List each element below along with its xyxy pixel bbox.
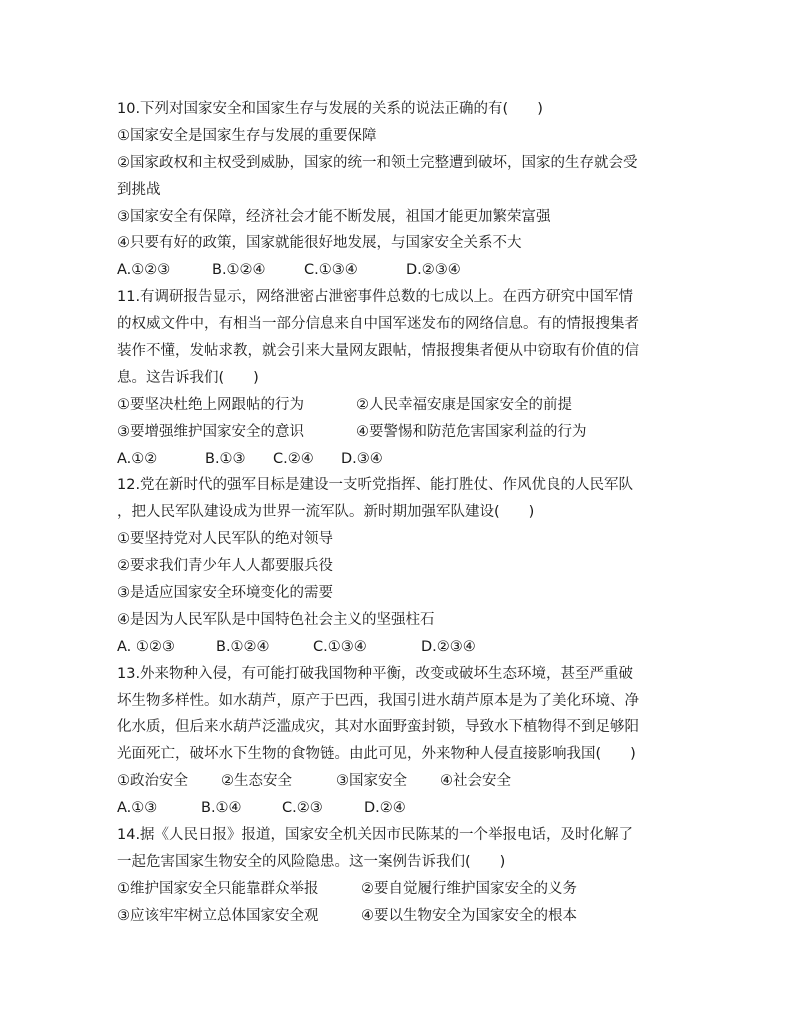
option-a[interactable]: A.①②③ <box>117 262 171 279</box>
question-stem: 装作不懂，发帖求教，就会引来大量网友跟帖，情报搜集者便从中窃取有价值的信 <box>117 343 639 360</box>
question-14 <box>117 822 683 930</box>
question-stem: 11.有调研报告显示，网络泄密占泄密事件总数的七成以上。在西方研究中国军情 <box>117 289 634 306</box>
statement-item: ③应该牢牢树立总体国家安全观 <box>117 907 319 924</box>
option-b[interactable]: B.①④ <box>201 800 242 817</box>
statement-item: ④要以生物安全为国家安全的根本 <box>361 907 577 924</box>
option-a[interactable]: A. ①②③ <box>117 638 175 655</box>
statement-item: ③是适应国家安全环境变化的需要 <box>117 585 333 602</box>
statement-item: ④社会安全 <box>440 773 511 790</box>
statement-item: ②生态安全 <box>221 773 292 790</box>
exam-page <box>117 96 683 930</box>
question-stem: ，把人民军队建设成为世界一流军队。新时期加强军队建设( ) <box>117 504 535 521</box>
statement-item: ③要增强维护国家安全的意识 <box>117 423 304 440</box>
statement-item: ②人民幸福安康是国家安全的前提 <box>356 396 572 413</box>
question-10 <box>117 96 683 284</box>
answer-options <box>117 257 683 284</box>
question-stem: 14.据《人民日报》报道，国家安全机关因市民陈某的一个举报电话，及时化解了 <box>117 827 634 844</box>
option-c[interactable]: C.②③ <box>282 800 323 817</box>
statement-item: ②要求我们青少年人人都要服兵役 <box>117 558 333 575</box>
statement-row <box>117 419 683 446</box>
statement-row <box>117 392 683 419</box>
statement-item: ①维护国家安全只能靠群众举报 <box>117 880 319 897</box>
question-stem: 的权威文件中，有相当一部分信息来自中国军迷发布的网络信息。有的情报搜集者 <box>117 316 639 333</box>
option-c[interactable]: C.①③④ <box>313 638 367 655</box>
question-stem: 一起危害国家生物安全的风险隐患。这一案例告诉我们( ) <box>117 853 506 870</box>
option-c[interactable]: C.②④ <box>273 450 314 467</box>
question-stem: 10.下列对国家安全和国家生存与发展的关系的说法正确的有( ) <box>117 101 543 117</box>
question-stem: 化水质，但后来水葫芦泛滥成灾，其对水面野蛮封锁，导致水下植物得不到足够阳 <box>117 719 639 736</box>
question-stem: 13.外来物种入侵，有可能打破我国物种平衡，改变或破坏生态环境，甚至严重破 <box>117 665 634 682</box>
statement-row <box>117 768 683 795</box>
statement-row <box>117 903 683 930</box>
option-a[interactable]: A.①③ <box>117 800 158 817</box>
question-stem: 坏生物多样性。如水葫芦，原产于巴西，我国引进水葫芦原本是为了美化环境、净 <box>117 692 639 709</box>
question-stem: 12.党在新时代的强军目标是建设一支听党指挥、能打胜仗、作风优良的人民军队 <box>117 477 634 494</box>
option-d[interactable]: D.③④ <box>341 450 383 467</box>
option-d[interactable]: D.②③④ <box>406 262 461 279</box>
question-12 <box>117 472 683 660</box>
statement-item: ②国家政权和主权受到威胁，国家的统一和领土完整遭到破坏，国家的生存就会受 <box>117 154 638 171</box>
option-d[interactable]: D.②④ <box>364 800 406 817</box>
statement-item: ①要坚决杜绝上网跟帖的行为 <box>117 396 304 413</box>
answer-options <box>117 795 683 822</box>
answer-options <box>117 446 683 473</box>
option-b[interactable]: B.①②④ <box>216 638 270 655</box>
statement-item: ③国家安全 <box>336 773 407 790</box>
statement-item: ③国家安全有保障，经济社会才能不断发展，祖国才能更加繁荣富强 <box>117 208 551 225</box>
statement-item: ④只要有好的政策，国家就能很好地发展，与国家安全关系不大 <box>117 235 522 252</box>
question-11 <box>117 284 683 472</box>
question-stem: 光面死亡，破坏水下生物的食物链。由此可见，外来物种人侵直接影响我国( ) <box>117 746 636 763</box>
statement-item: ①要坚持党对人民军队的绝对领导 <box>117 531 333 548</box>
statement-row <box>117 876 683 903</box>
answer-options <box>117 634 683 661</box>
statement-item: ②要自觉履行维护国家安全的义务 <box>361 880 577 897</box>
statement-item: ①国家安全是国家生存与发展的重要保障 <box>117 127 377 144</box>
statement-item: ①政治安全 <box>117 773 188 790</box>
statement-item: ④是因为人民军队是中国特色社会主义的坚强柱石 <box>117 611 435 628</box>
statement-item-continued: 到挑战 <box>117 181 161 198</box>
option-b[interactable]: B.①②④ <box>212 262 266 279</box>
question-13 <box>117 661 683 822</box>
option-b[interactable]: B.①③ <box>205 450 246 467</box>
option-a[interactable]: A.①② <box>117 450 158 467</box>
option-c[interactable]: C.①③④ <box>304 262 358 279</box>
option-d[interactable]: D.②③④ <box>421 638 476 655</box>
statement-item: ④要警惕和防范危害国家利益的行为 <box>356 423 587 440</box>
question-stem: 息。这告诉我们( ) <box>117 369 259 386</box>
